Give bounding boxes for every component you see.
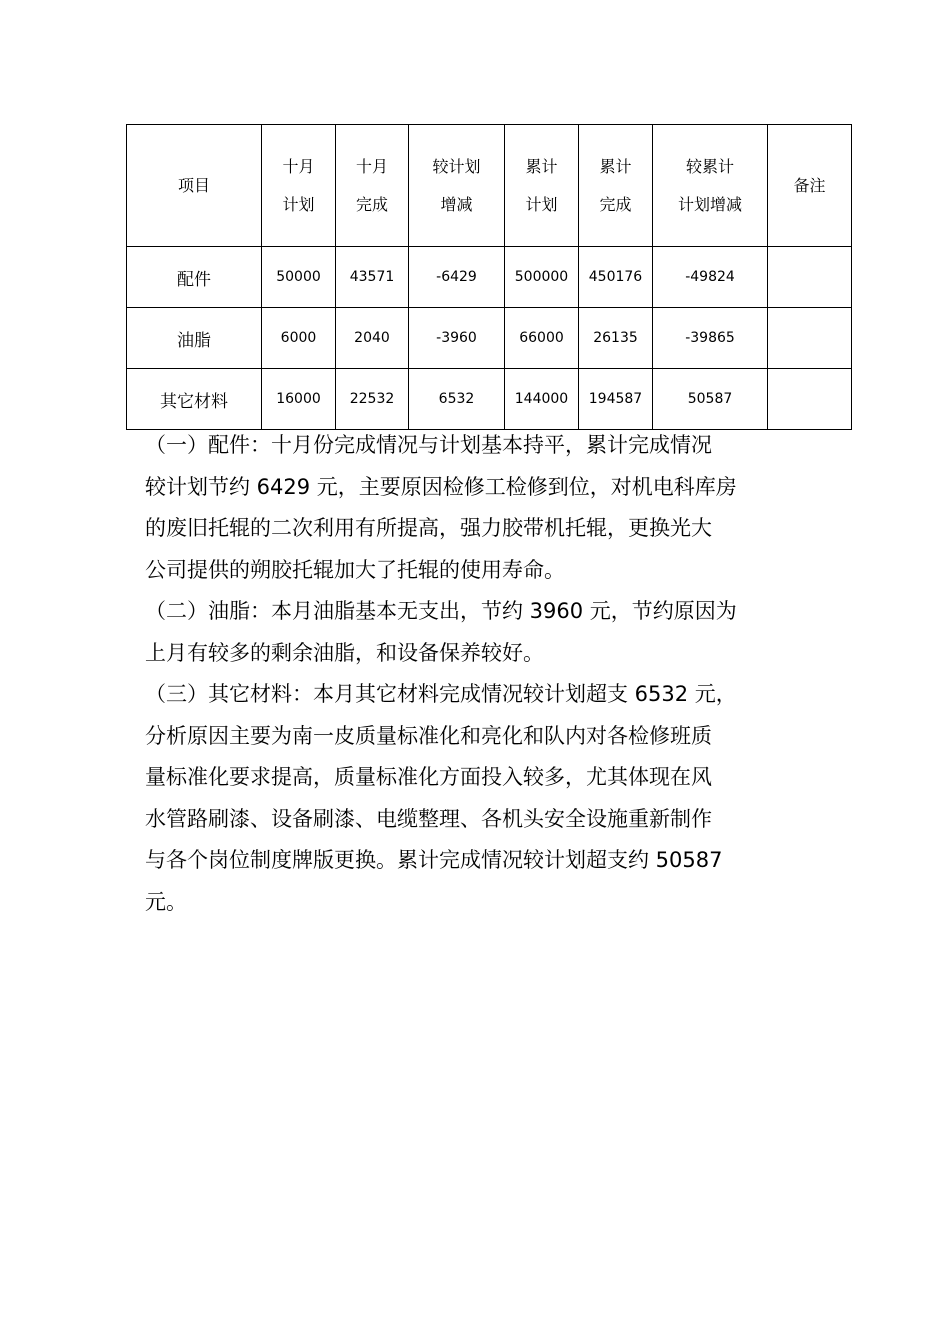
paragraph-grease — [145, 591, 810, 674]
table-cell: 6532 — [409, 369, 505, 430]
paragraph-line: 量标准化要求提高，质量标准化方面投入较多，尤其体现在风 — [145, 765, 712, 789]
table-header-row — [127, 125, 852, 247]
header-line: 增减 — [440, 194, 473, 214]
header-plan-diff — [409, 125, 505, 247]
table-row — [127, 308, 852, 369]
header-line: 累计 — [525, 156, 558, 176]
header-oct-plan — [262, 125, 336, 247]
header-line: 累计 — [599, 156, 632, 176]
paragraph-line: （三）其它材料：本月其它材料完成情况较计划超支 6532 元， — [145, 682, 737, 706]
table-cell: 450176 — [579, 247, 653, 308]
header-line: 较累计 — [685, 156, 734, 176]
table-cell: -39865 — [653, 308, 768, 369]
paragraph-line: 的废旧托辊的二次利用有所提高，强力胶带机托辊，更换光大 — [145, 516, 712, 540]
paragraph-line: 水管路刷漆、设备刷漆、电缆整理、各机头安全设施重新制作 — [145, 806, 712, 831]
table-cell: -49824 — [653, 247, 768, 308]
table-cell: 500000 — [505, 247, 579, 308]
header-oct-actual — [336, 125, 409, 247]
paragraph-line: 与各个岗位制度牌版更换。累计完成情况较计划超支约 50587 — [145, 848, 723, 872]
table-cell: 194587 — [579, 369, 653, 430]
table-cell: -6429 — [409, 247, 505, 308]
table-cell: 油脂 — [127, 308, 262, 369]
paragraph-parts — [145, 425, 810, 591]
table-cell: 26135 — [579, 308, 653, 369]
paragraph-line: （二）油脂：本月油脂基本无支出，节约 3960 元，节约原因为 — [145, 599, 737, 623]
header-remarks — [768, 125, 852, 247]
table-cell: 50000 — [262, 247, 336, 308]
table-cell: 22532 — [336, 369, 409, 430]
header-line: 较计划 — [432, 156, 481, 176]
header-line: 计划 — [525, 194, 558, 214]
table-cell: 配件 — [127, 247, 262, 308]
header-line: 计划 — [282, 194, 315, 214]
header-line: 完成 — [355, 194, 388, 214]
table-row — [127, 247, 852, 308]
paragraph-line: 上月有较多的剩余油脂，和设备保养较好。 — [145, 640, 544, 665]
paragraph-line: 公司提供的朔胶托辊加大了托辊的使用寿命。 — [145, 557, 565, 582]
document-body — [145, 425, 810, 923]
table-cell: 6000 — [262, 308, 336, 369]
table-cell: 50587 — [653, 369, 768, 430]
table-cell: 2040 — [336, 308, 409, 369]
cost-table — [126, 124, 852, 430]
paragraph-line: 元。 — [145, 889, 187, 914]
header-line: 计划增减 — [677, 194, 742, 214]
header-line: 十月 — [282, 156, 315, 176]
table-cell: 66000 — [505, 308, 579, 369]
header-cum-actual — [579, 125, 653, 247]
table-cell — [768, 308, 852, 369]
table-cell: -3960 — [409, 308, 505, 369]
table-cell: 16000 — [262, 369, 336, 430]
table-cell: 43571 — [336, 247, 409, 308]
header-line: 备注 — [793, 175, 826, 195]
paragraph-line: 分析原因主要为南一皮质量标准化和亮化和队内对各检修班质 — [145, 723, 712, 748]
header-item — [127, 125, 262, 247]
paragraph-other-materials — [145, 674, 810, 923]
header-line: 项目 — [177, 175, 210, 195]
header-line: 完成 — [599, 194, 632, 214]
table-cell — [768, 369, 852, 430]
paragraph-line: 较计划节约 6429 元，主要原因检修工检修到位，对机电科库房 — [145, 474, 737, 499]
table-cell: 其它材料 — [127, 369, 262, 430]
table-cell: 144000 — [505, 369, 579, 430]
table-row — [127, 369, 852, 430]
header-cum-plan-diff — [653, 125, 768, 247]
header-line: 十月 — [355, 156, 388, 176]
paragraph-line: （一）配件：十月份完成情况与计划基本持平，累计完成情况 — [145, 433, 712, 457]
header-cum-plan — [505, 125, 579, 247]
table-cell — [768, 247, 852, 308]
